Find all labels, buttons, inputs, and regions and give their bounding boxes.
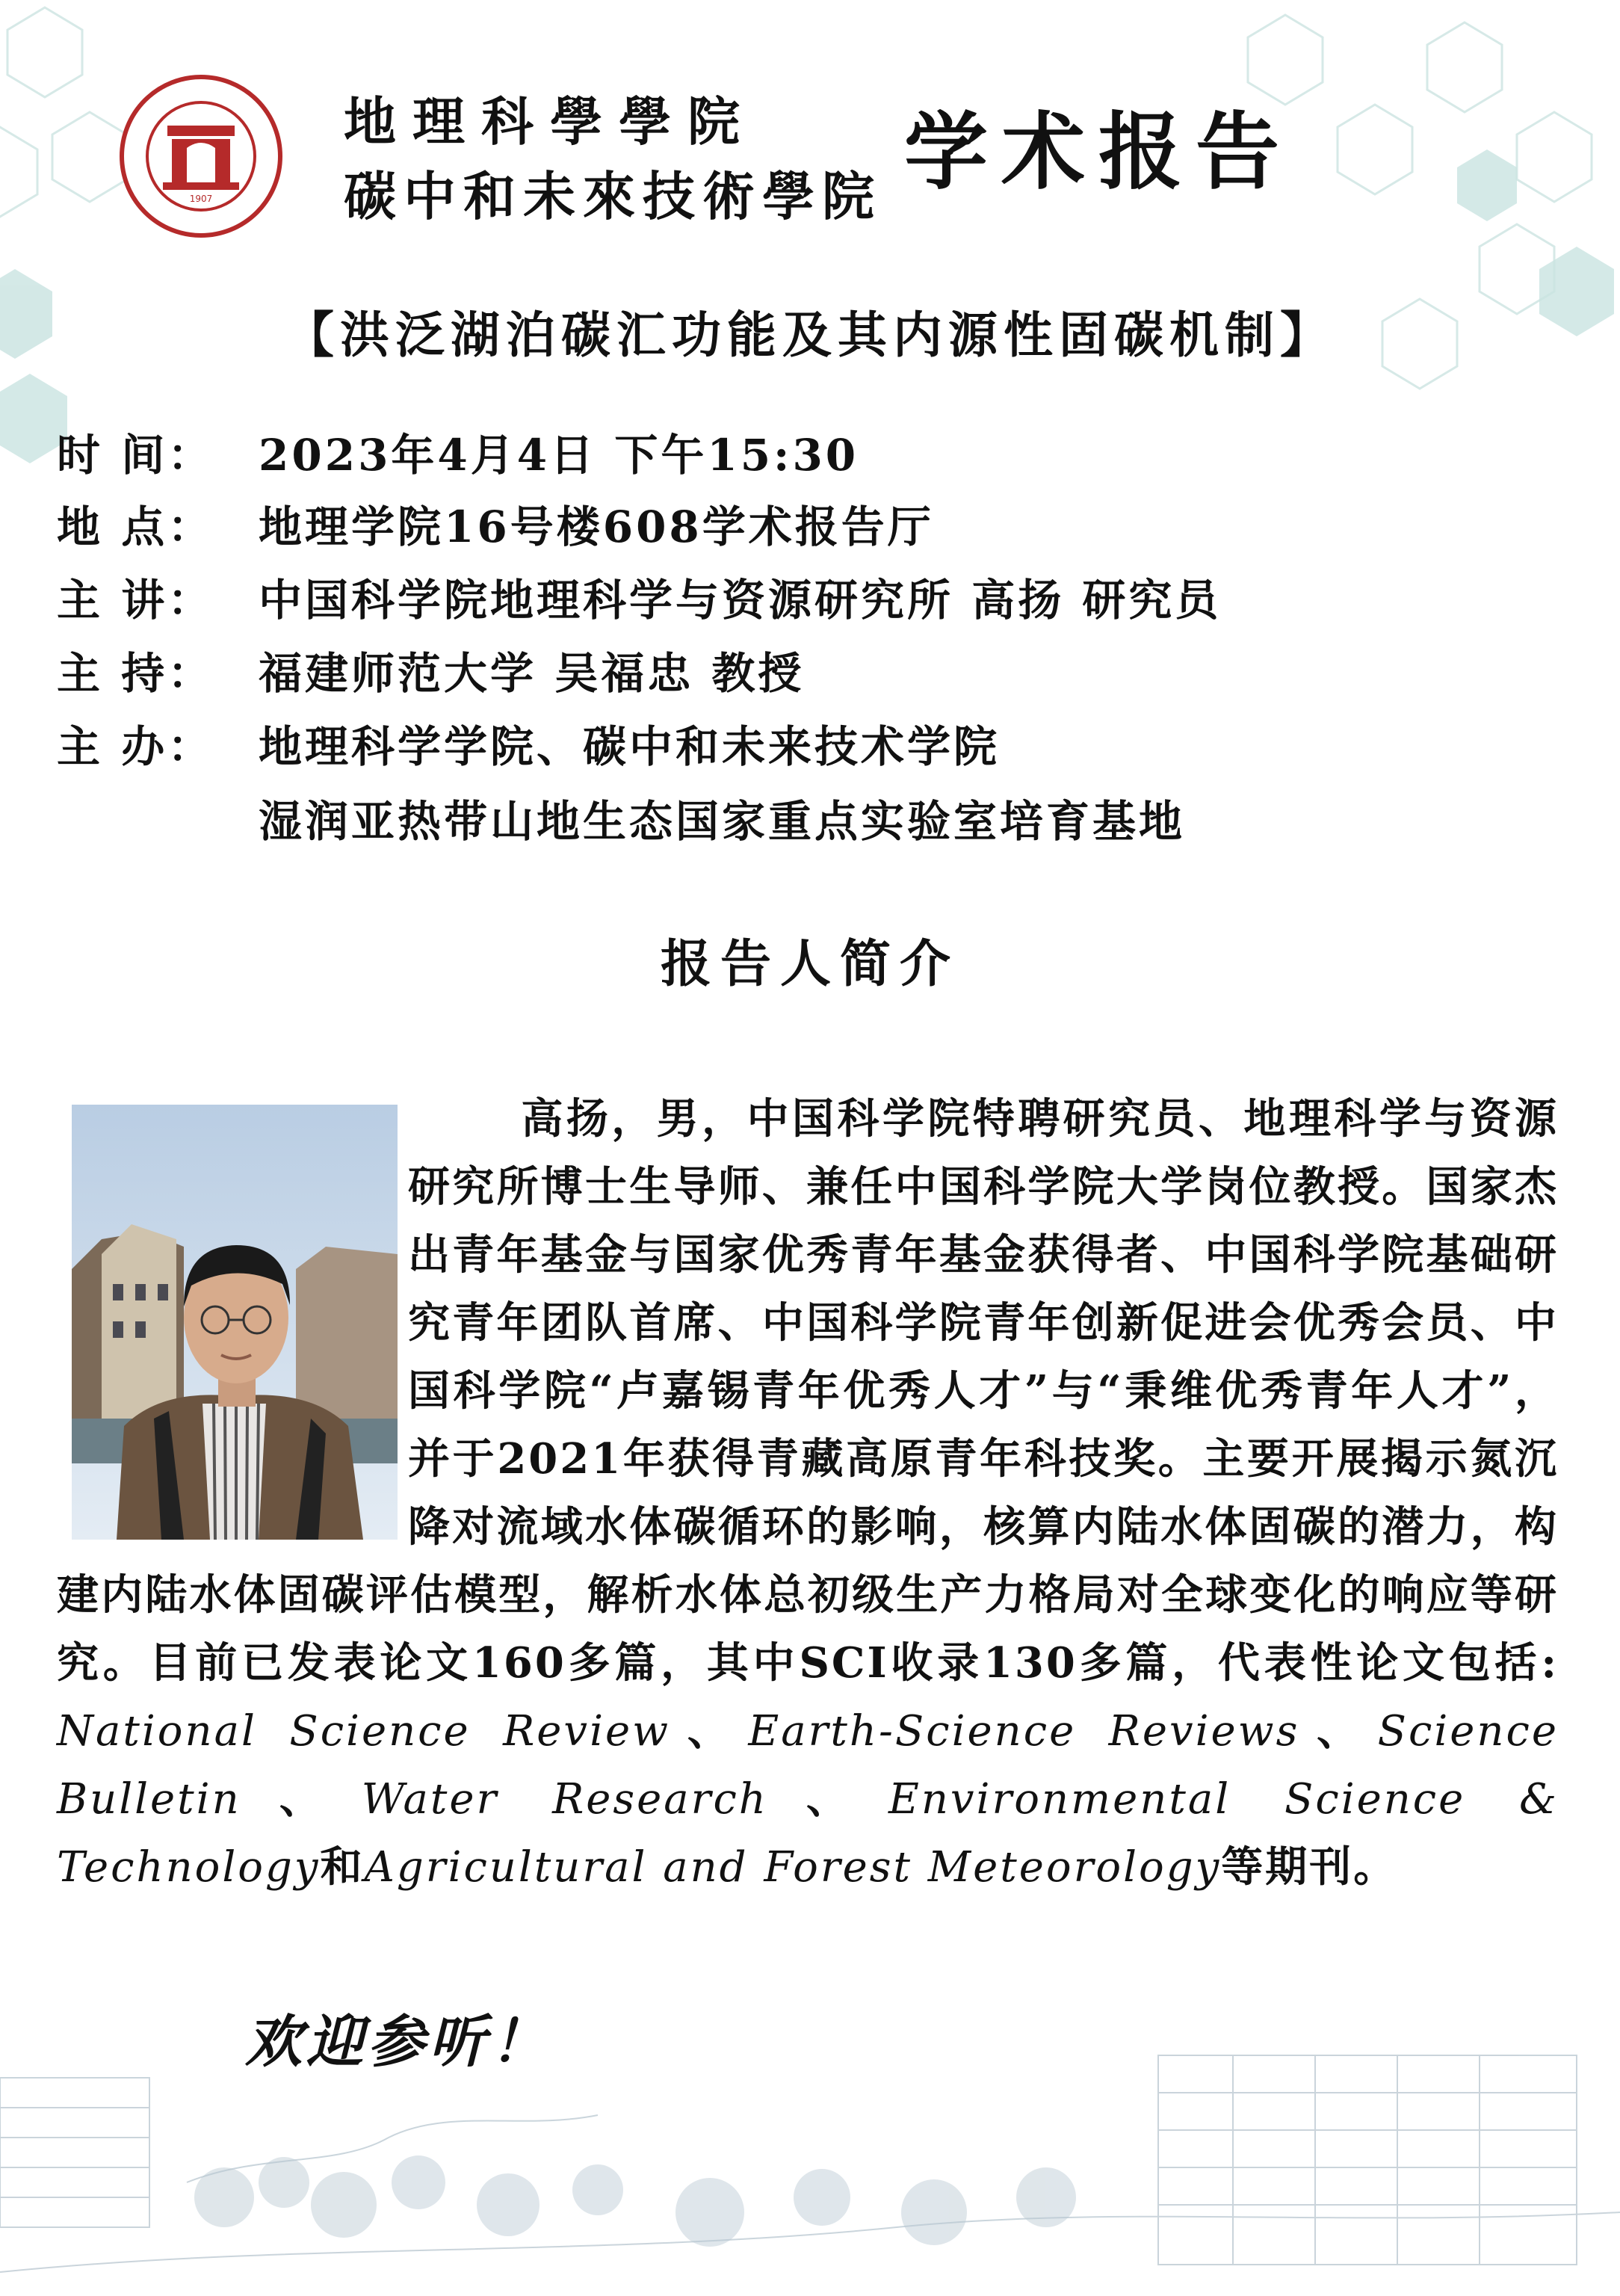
journal-science-bulletin: Science Bulletin [57, 1707, 1559, 1824]
journal-environmental-science-technology: Environmental Science & Technology [57, 1775, 1559, 1892]
org-name-line1: 地理科學學院 [344, 90, 756, 152]
bio-paragraph [57, 1085, 1559, 1901]
bio-separator-3: 、 [241, 1774, 362, 1824]
info-row-speaker [57, 575, 1222, 626]
bio-heading: 报告人简介 [660, 934, 959, 994]
info-row-host [57, 648, 805, 699]
info-row-place [57, 502, 934, 552]
info-row-organizer [57, 721, 1001, 772]
organizer-value: 地理科学学院、碳中和未来技术学院 [259, 721, 1001, 772]
organizer-label: 主 办： [57, 721, 214, 772]
bio-end: 等期刊。 [1221, 1842, 1398, 1892]
speaker-label: 主 讲： [57, 575, 214, 626]
bio-separator-2: 、 [1299, 1706, 1378, 1756]
bio-text: 高扬，男，中国科学院特聘研究员、地理科学与资源研究所博士生导师、兼任中国科学院大学岗位教授。国家杰出青年基金与国家优秀青年基金获得者、中国科学院基础研究青年团队首席、中国科学院青年创新促进会优秀会员、中国科学院“卢嘉锡青年优秀人才”与“秉维优秀青年人才”，并于2021年获得青藏高原青年科技奖。主要开展揭示氮沉降对流域水体碳循环的影响，核算内陆水体固碳的潜力，构建内陆水体固碳评估模型，解析水体总初级生产力格局对全球变化的响应等研究。目前已发表论文160多篇，其中SCI收录130多篇，代表性论文包括: [57, 1094, 1559, 1688]
bio-separator-4: 、 [767, 1774, 888, 1824]
journal-water-research: Water Research [361, 1775, 768, 1824]
info-row-time [57, 430, 859, 481]
svg-text:1907: 1907 [189, 194, 213, 204]
host-label: 主 持： [57, 648, 214, 699]
host-value: 福建师范大学 吴福忠 教授 [259, 648, 805, 699]
speaker-value: 中国科学院地理科学与资源研究所 高扬 研究员 [259, 575, 1222, 626]
journal-earth-science-reviews: Earth-Science Reviews [748, 1707, 1300, 1756]
bio-separator-1: 、 [670, 1706, 749, 1756]
journal-national-science-review: National Science Review [57, 1707, 671, 1756]
report-title: 【洪泛湖泊碳汇功能及其内源性固碳机制】 [285, 306, 1335, 364]
org-name-line2: 碳中和未來技術學院 [344, 165, 882, 227]
poster-title: 学术报告 [904, 103, 1293, 201]
time-label: 时 间： [57, 430, 214, 481]
organizer-value-line2: 湿润亚热带山地生态国家重点实验室培育基地 [259, 796, 1186, 847]
welcome-text: 欢迎参听！ [245, 2008, 551, 2075]
place-value: 地理学院16号楼608学术报告厅 [259, 502, 934, 552]
university-seal-logo [118, 73, 284, 239]
place-label: 地 点： [57, 502, 214, 552]
campus-sketch-illustration [0, 1958, 1620, 2296]
journal-agricultural-forest-meteorology: Agricultural and Forest Meteorology [364, 1843, 1222, 1892]
bio-and: 和 [320, 1842, 365, 1892]
time-value: 2023年4月4日 下午15:30 [259, 430, 859, 481]
